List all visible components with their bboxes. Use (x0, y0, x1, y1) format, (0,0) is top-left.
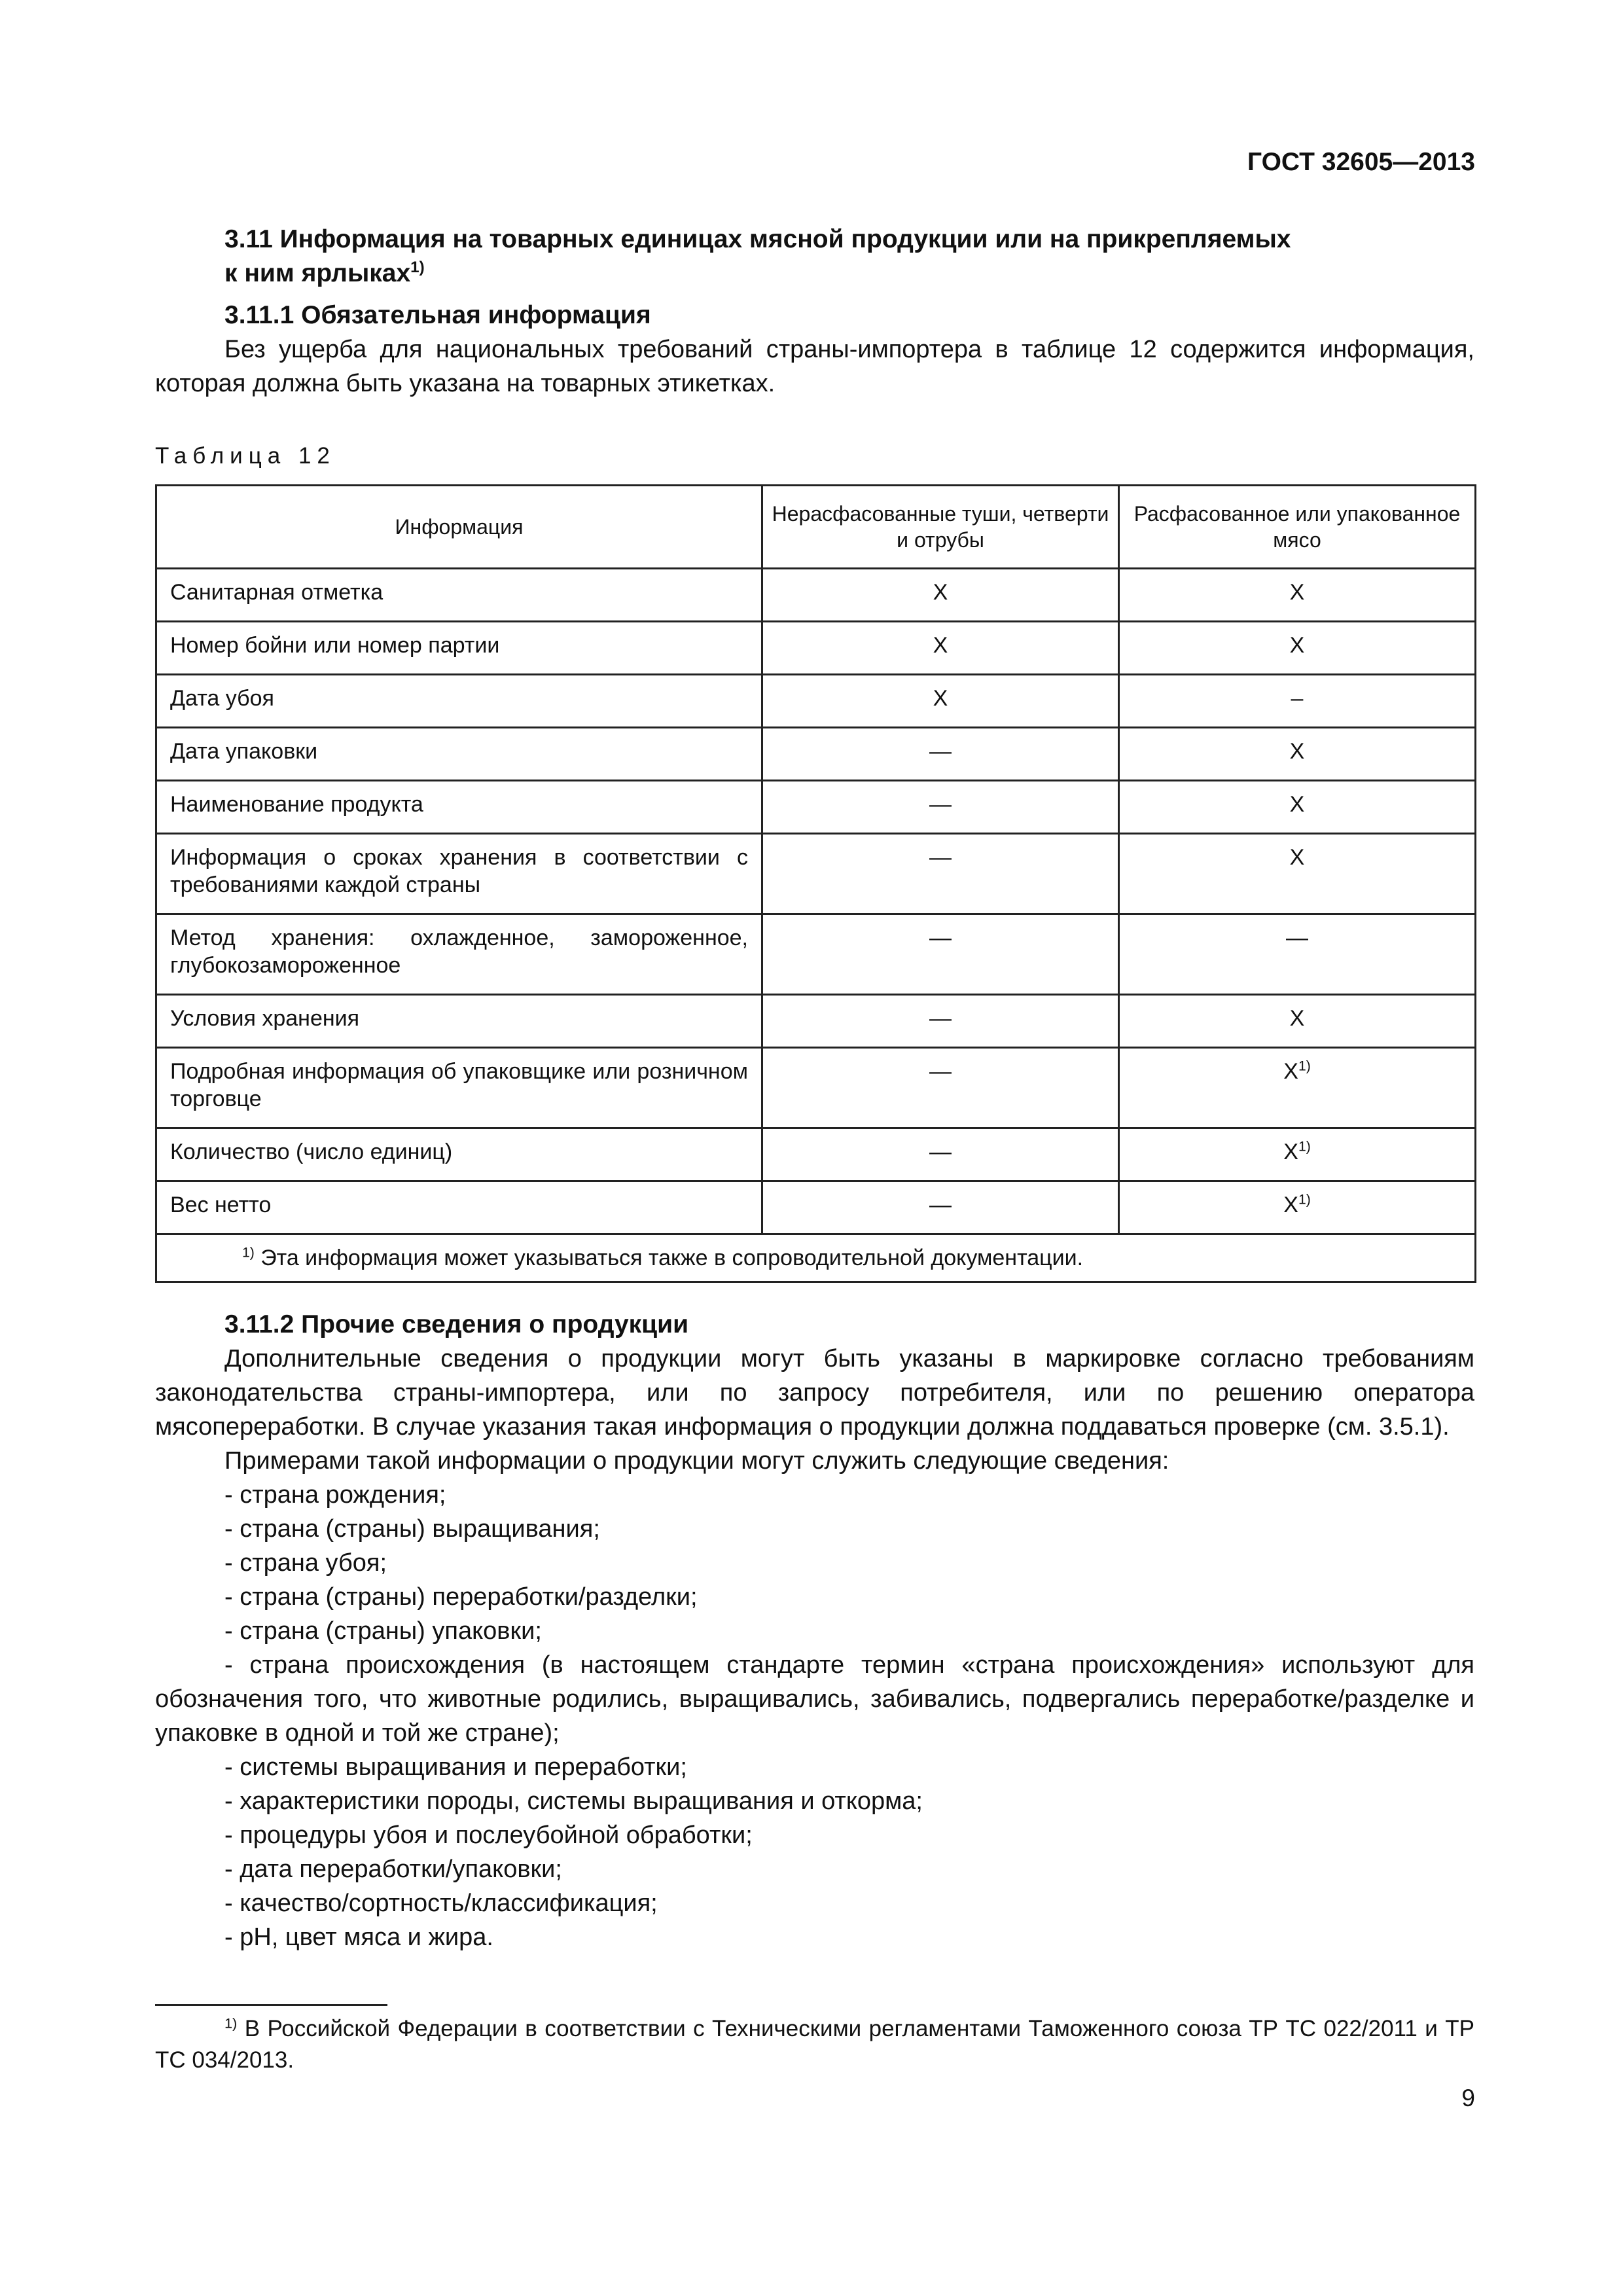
row-carcasses-value: — (762, 834, 1119, 914)
table-row (156, 1128, 1476, 1181)
table-row (156, 914, 1476, 995)
page-content (155, 223, 1474, 1954)
footnote-ref: 1) (242, 1245, 255, 1261)
section-3-11-2-para1: Дополнительные сведения о продукции могут быть указаны в маркировке согласно требованиям законодательства страны-импортера, или по запросу потребителя, или по решению оператора мясопереработки. В случае указания такая информация о продукции должна поддаваться проверке (см. 3.5.1). (155, 1345, 1474, 1441)
row-packed-value (1119, 569, 1476, 622)
row-info: Вес нетто (156, 1181, 762, 1234)
list-item: - страна (страны) выращивания; (224, 1515, 600, 1543)
row-info: Условия хранения (156, 995, 762, 1048)
row-info: Информация о сроках хранения в соответствии с требованиями каждой страны (156, 834, 762, 914)
table-note-text: Эта информация может указываться также в сопроводительной документации. (260, 1246, 1084, 1270)
row-packed-text: X (1289, 1006, 1305, 1031)
info-examples-list (155, 1478, 1474, 1954)
row-carcasses-value: X (762, 622, 1119, 675)
list-item: - процедуры убоя и послеубойной обработки; (224, 1821, 753, 1849)
header-packed-meat: Расфасованное или упакованное мясо (1119, 486, 1476, 569)
page-number: 9 (1461, 2085, 1475, 2111)
row-packed-text: X (1283, 1139, 1298, 1164)
table-row (156, 995, 1476, 1048)
row-packed-value (1119, 1048, 1476, 1128)
page-footnote-text: В Российской Федерации в соответствии с Техническими регламентами Таможенного союза ТР ТС 022/2011 и ТР ТС 034/2013. (155, 2016, 1474, 2073)
table-row (156, 1181, 1476, 1234)
footnote-divider (155, 2004, 387, 2006)
row-packed-text: X (1289, 845, 1305, 870)
header-information: Информация (156, 486, 762, 569)
page-footnote (155, 2013, 1474, 2076)
table-row (156, 569, 1476, 622)
section-3-11-1-title: 3.11.1 Обязательная информация (224, 301, 651, 329)
row-packed-value (1119, 995, 1476, 1048)
row-carcasses-value: — (762, 1128, 1119, 1181)
row-carcasses-value: — (762, 781, 1119, 834)
row-packed-value (1119, 781, 1476, 834)
section-3-11-2-para2: Примерами такой информации о продукции могут служить следующие сведения: (224, 1447, 1169, 1475)
row-carcasses-value: — (762, 1181, 1119, 1234)
list-item: - страна рождения; (224, 1481, 446, 1509)
row-packed-text: X (1283, 1059, 1298, 1084)
section-3-11-title-line1: 3.11 Информация на товарных единицах мясной продукции или на прикрепляемых (224, 225, 1291, 253)
table-caption: Таблица 12 (155, 443, 336, 469)
row-packed-value (1119, 914, 1476, 995)
table-row (156, 1048, 1476, 1128)
row-carcasses-value: X (762, 569, 1119, 622)
row-carcasses-value: — (762, 914, 1119, 995)
table-row (156, 675, 1476, 728)
row-info: Санитарная отметка (156, 569, 762, 622)
list-item: - характеристики породы, системы выращивания и откорма; (224, 1787, 923, 1815)
row-packed-text: X (1289, 580, 1305, 605)
list-item: - страна (страны) упаковки; (224, 1617, 542, 1645)
row-info: Дата убоя (156, 675, 762, 728)
section-3-11-title-text: к ним ярлыках (224, 259, 411, 287)
table-row (156, 781, 1476, 834)
table-12 (155, 484, 1476, 1283)
list-item: - страна убоя; (224, 1549, 387, 1577)
table-header-row (156, 486, 1476, 569)
row-packed-value (1119, 675, 1476, 728)
row-packed-value (1119, 622, 1476, 675)
footnote-ref: 1) (1298, 1139, 1311, 1155)
table-row (156, 622, 1476, 675)
row-info: Подробная информация об упаковщике или розничном торговце (156, 1048, 762, 1128)
row-carcasses-value: X (762, 675, 1119, 728)
row-info: Количество (число единиц) (156, 1128, 762, 1181)
row-packed-text: X (1289, 633, 1305, 658)
row-carcasses-value: — (762, 728, 1119, 781)
row-carcasses-value: — (762, 995, 1119, 1048)
row-info: Номер бойни или номер партии (156, 622, 762, 675)
row-packed-text: X (1289, 739, 1305, 764)
table-row (156, 834, 1476, 914)
list-item: - системы выращивания и переработки; (224, 1753, 687, 1781)
table-row (156, 728, 1476, 781)
table-note-row (156, 1234, 1476, 1282)
table-note (156, 1234, 1476, 1282)
footnote-ref: 1) (1298, 1058, 1311, 1074)
section-3-11-heading (155, 223, 1474, 291)
section-3-11-2-title: 3.11.2 Прочие сведения о продукции (224, 1310, 689, 1338)
row-info: Метод хранения: охлажденное, замороженное, глубокозамороженное (156, 914, 762, 995)
section-3-11-1-text: Без ущерба для национальных требований страны-импортера в таблице 12 содержится информация, которая должна быть указана на товарных этикетках. (155, 336, 1474, 397)
row-packed-text: — (1286, 925, 1308, 950)
row-packed-value (1119, 1181, 1476, 1234)
row-packed-value (1119, 834, 1476, 914)
section-3-11-title-line2 (155, 257, 1474, 291)
row-packed-text: X (1283, 1193, 1298, 1217)
row-info: Наименование продукта (156, 781, 762, 834)
row-packed-text: X (1289, 792, 1305, 817)
footnote-ref: 1) (410, 259, 425, 276)
list-item: - страна (страны) переработки/разделки; (224, 1583, 698, 1611)
list-item: - pH, цвет мяса и жира. (224, 1924, 493, 1951)
list-item: - страна происхождения (в настоящем стандарте термин «страна происхождения» используют для обозначения того, что животные родились, выращивались, забивались, подвергались переработке/разделке и упаковке в одной и той же стране); (155, 1651, 1474, 1747)
header-unpacked-carcasses: Нерасфасованные туши, четверти и отрубы (762, 486, 1119, 569)
footnote-ref: 1) (224, 2015, 238, 2032)
row-packed-value (1119, 1128, 1476, 1181)
list-item: - дата переработки/упаковки; (224, 1856, 562, 1883)
row-packed-text: – (1291, 686, 1304, 711)
footnote-ref: 1) (1298, 1192, 1311, 1208)
row-info: Дата упаковки (156, 728, 762, 781)
row-packed-value (1119, 728, 1476, 781)
list-item: - качество/сортность/классификация; (224, 1890, 658, 1917)
row-carcasses-value: — (762, 1048, 1119, 1128)
standard-code: ГОСТ 32605—2013 (1247, 148, 1475, 176)
